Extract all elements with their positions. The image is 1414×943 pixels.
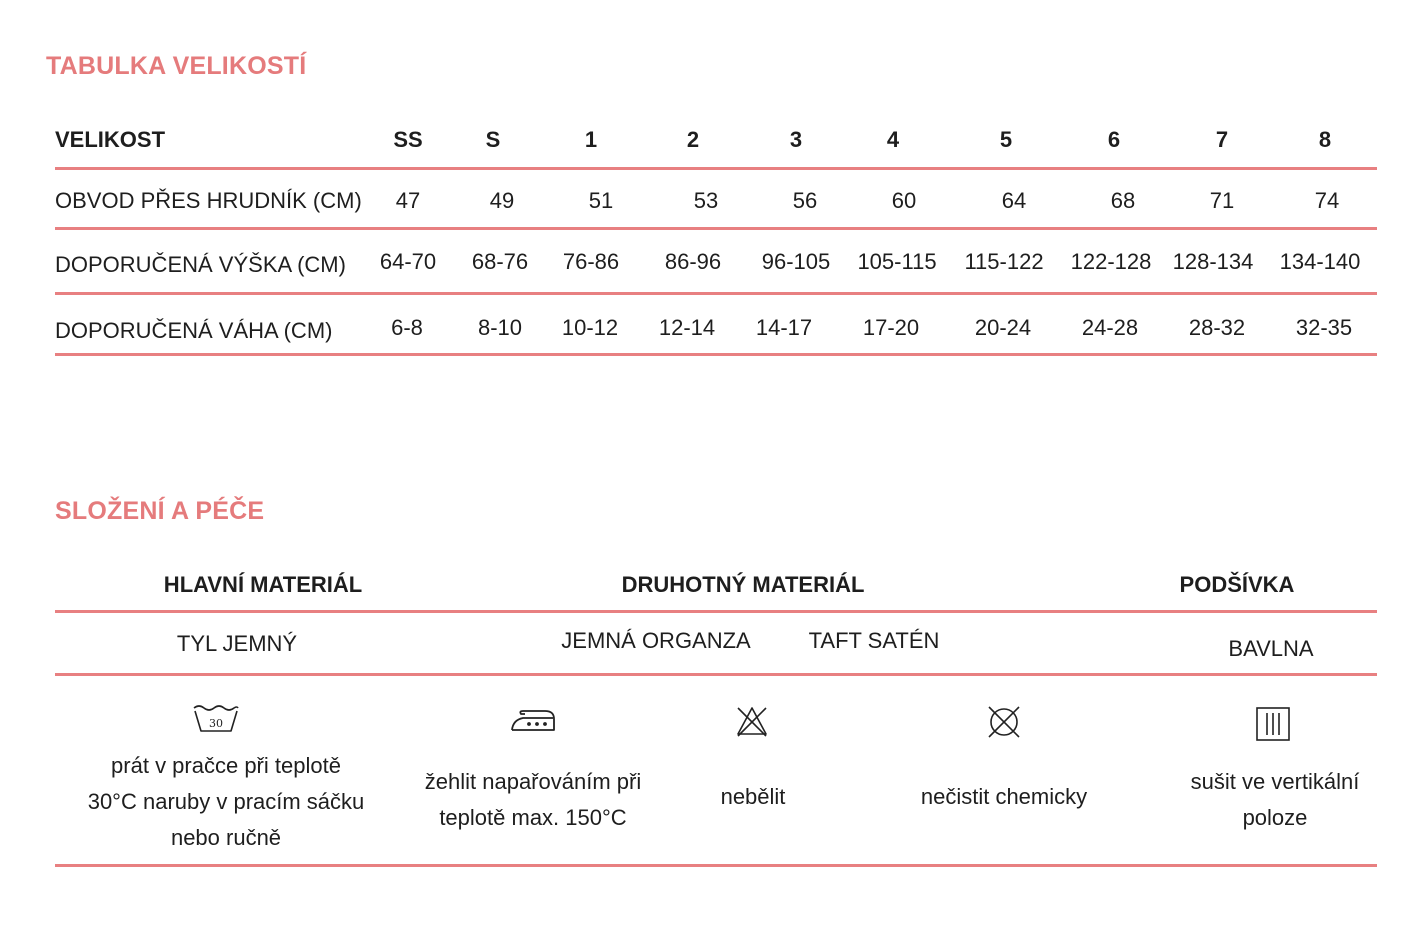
iron-icon [509,706,557,734]
table-cell: 20-24 [974,315,1032,340]
table-cell: 28-32 [1188,315,1246,340]
table-cell: 32-35 [1295,315,1353,340]
table-divider [55,167,1377,170]
table-cell: 17-20 [862,315,920,340]
table-cell: 6-8 [391,315,423,340]
table-cell: 128-134 [1172,249,1254,274]
size-header-cell: 7 [1215,127,1229,152]
table-cell: 76-86 [562,249,620,274]
table-cell: 68-76 [471,249,529,274]
secondary-material-value: JEMNÁ ORGANZA [561,628,751,653]
table-cell: 64-70 [379,249,437,274]
table-cell: 74 [1314,188,1340,213]
table-cell: 12-14 [658,315,716,340]
lining-value: BAVLNA [1228,636,1314,661]
care-text-wash: prát v pračce při teplotě 30°C naruby v pracím sáčku nebo ručně [87,753,365,850]
size-header-cell: 3 [789,127,803,152]
table-cell: 8-10 [477,315,523,340]
size-header-cell: 8 [1318,127,1332,152]
no-bleach-icon [735,704,769,738]
care-text-drip-dry: sušit ve vertikální poloze [1190,769,1360,830]
table-divider [55,292,1377,295]
size-header-cell: 6 [1107,127,1121,152]
size-header-cell: 2 [686,127,700,152]
table-divider [55,353,1377,356]
size-header-cell: 5 [999,127,1013,152]
table-cell: 86-96 [664,249,722,274]
size-chart-title: TABULKA VELIKOSTÍ [46,52,307,80]
table-cell: 115-122 [964,249,1044,274]
table-cell: 49 [489,188,515,213]
table-divider [55,227,1377,230]
main-material-header: HLAVNÍ MATERIÁL [163,572,363,597]
table-cell: 14-17 [755,315,813,340]
table-cell: 96-105 [761,249,831,274]
composition-title: SLOŽENÍ A PÉČE [55,497,265,525]
wash-30-icon [192,704,240,734]
main-material-value: TYL JEMNÝ [176,631,298,656]
size-header-cell: S [485,127,501,152]
table-cell: 122-128 [1070,249,1152,274]
table-divider [55,673,1377,676]
table-divider [55,610,1377,613]
table-cell: 60 [891,188,917,213]
size-header-cell: SS [393,127,423,152]
table-cell: 134-140 [1279,249,1361,274]
care-text-iron: žehlit napařováním při teplotě max. 150°C [424,769,642,830]
table-cell: 68 [1110,188,1136,213]
row-label-height: DOPORUČENÁ VÝŠKA (CM) [55,252,346,277]
table-cell: 51 [588,188,614,213]
svg-text:30: 30 [209,717,223,730]
row-label-weight: DOPORUČENÁ VÁHA (CM) [55,318,333,343]
row-label-chest: OBVOD PŘES HRUDNÍK (CM) [55,188,362,213]
care-text-no-dry-clean: nečistit chemicky [920,784,1088,809]
table-cell: 105-115 [857,249,937,274]
table-cell: 10-12 [561,315,619,340]
drip-dry-icon [1255,706,1291,742]
table-cell: 64 [1001,188,1027,213]
size-header-label: VELIKOST [55,127,166,152]
secondary-material-header: DRUHOTNÝ MATERIÁL [621,572,865,597]
size-header-cell: 1 [584,127,598,152]
table-cell: 53 [693,188,719,213]
no-dry-clean-icon [986,704,1022,740]
table-divider [55,864,1377,867]
table-cell: 56 [792,188,818,213]
lining-header: PODŠÍVKA [1179,572,1295,597]
care-text-no-bleach: nebělit [720,784,786,809]
table-cell: 24-28 [1081,315,1139,340]
secondary-material-value: TAFT SATÉN [808,628,940,653]
size-header-cell: 4 [886,127,900,152]
table-cell: 47 [395,188,421,213]
table-cell: 71 [1209,188,1235,213]
